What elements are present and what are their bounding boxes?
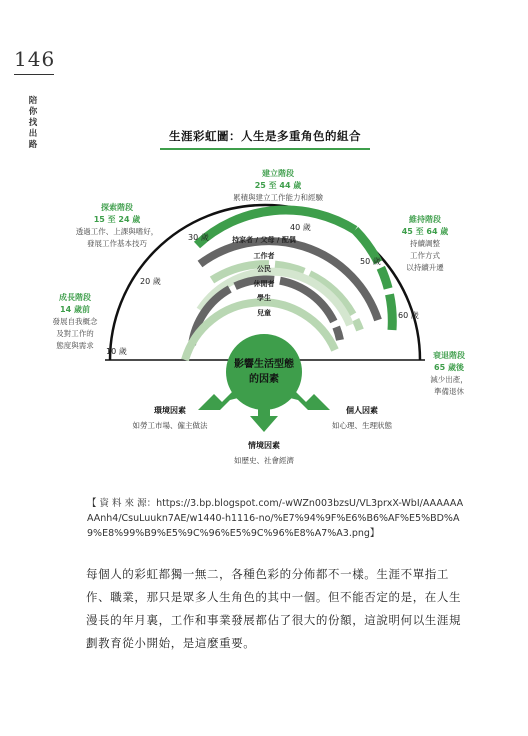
stage-name: 維持階段 <box>409 215 441 224</box>
stage-desc: 以持續升遷 <box>406 263 444 272</box>
age-tick-label: 20 歲 <box>140 277 161 286</box>
stage-desc: 發展工作基本技巧 <box>87 239 147 248</box>
arrow-right <box>290 392 330 410</box>
role-label: 兒童 <box>257 309 271 317</box>
source-citation: 【 資 料 來 源：https://3.bp.blogspot.com/-wWZn003bzsU/VL3prxX-WbI/AAAAAAAAnh4/CsuLuukn7AE/w1440-h1116-no/%E7%94%9F%E6%B6%AF%E5%BD%A9%E8%99%B9%E5%9C%96%E5%9C%96%E8%A7%A3.png】 <box>87 498 464 539</box>
factor-name-personal: 個人因素 <box>346 406 378 415</box>
stage-desc: 累積與建立工作能力和經驗 <box>233 193 323 202</box>
age-tick-label: 40 歲 <box>290 223 311 232</box>
center-label-line1: 影響生活型態 <box>234 359 294 370</box>
role-label: 學生 <box>257 294 271 302</box>
stage-desc: 發展自我概念 <box>52 317 98 326</box>
role-label: 公民 <box>257 265 271 273</box>
center-label-line2: 的因素 <box>249 374 279 385</box>
factor-name-situational: 情境因素 <box>248 441 280 450</box>
stage-name: 成長階段 <box>59 293 91 302</box>
factor-desc-environmental: 如勞工市場、僱主做法 <box>132 421 208 430</box>
stage-desc: 持續調整 <box>410 239 440 248</box>
stage-age: 15 至 24 歲 <box>93 215 141 224</box>
factor-desc-personal: 如心理、生理狀態 <box>332 421 392 430</box>
figure-title: 生涯彩虹圖：人生是多重角色的組合 <box>169 129 361 143</box>
age-tick-label: 10 歲 <box>106 347 127 356</box>
stage-desc: 態度與需求 <box>56 341 94 350</box>
stage-name: 探索階段 <box>101 203 133 212</box>
stage-age: 45 至 64 歲 <box>401 227 449 236</box>
age-tick-label: 30 歲 <box>188 233 209 242</box>
body-paragraph: 每個人的彩虹都獨一無二，各種色彩的分佈都不一樣。生涯不單指工作、職業，那只是眾多人生角色的其中一個。但不能否定的是，在人生漫長的年月裏，工作和事業發展都佔了很大的份額，這說明何以生涯規劃教育從小開始，是這麼重要。 <box>86 567 462 650</box>
role-label: 持家者 / 父母 / 配偶 <box>232 236 296 244</box>
age-tick-label: 50 歲 <box>360 257 381 266</box>
stage-age: 25 至 44 歲 <box>254 181 302 190</box>
arrow-down <box>250 406 278 432</box>
arrow-left <box>198 392 238 410</box>
factor-name-environmental: 環境因素 <box>154 406 186 415</box>
page-number: 146 <box>14 47 56 71</box>
center-circle <box>226 334 302 410</box>
stage-age: 14 歲前 <box>60 305 90 314</box>
factor-desc-situational: 如歷史、社會經濟 <box>234 456 294 465</box>
stage-name: 建立階段 <box>262 169 294 178</box>
stage-desc: 透過工作、上課與嗜好， <box>75 227 159 236</box>
running-head: 陪你找出路 <box>28 96 38 150</box>
stage-desc: 準備退休 <box>434 387 464 396</box>
stage-name: 衰退階段 <box>433 351 465 360</box>
role-label: 工作者 <box>253 252 275 260</box>
age-tick-label: 60 歲 <box>398 311 419 320</box>
stage-age: 65 歲後 <box>434 363 464 372</box>
stage-desc: 減少出產， <box>430 375 468 384</box>
stage-desc: 及對工作的 <box>56 329 94 338</box>
role-label: 休閒者 <box>253 280 275 288</box>
stage-desc: 工作方式 <box>410 251 440 260</box>
